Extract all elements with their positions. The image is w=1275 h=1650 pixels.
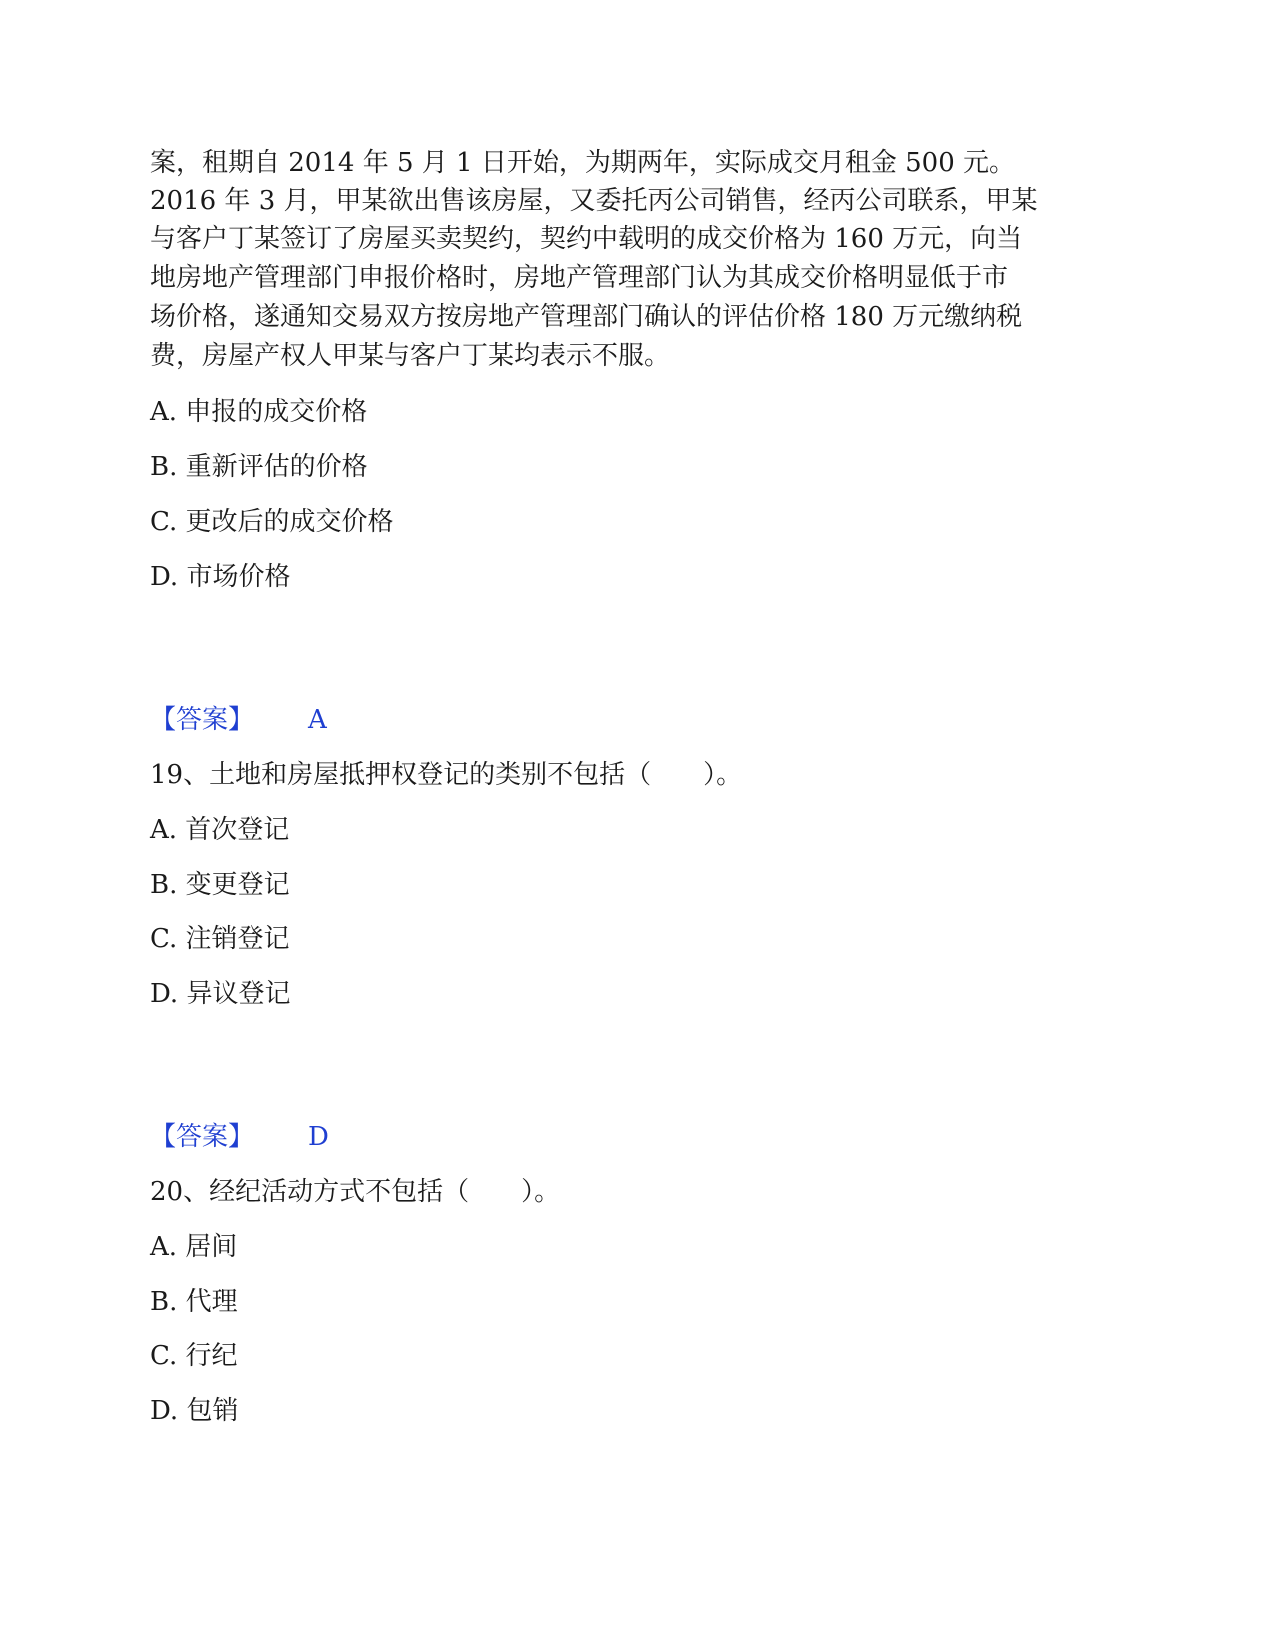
- q20-option-a: A. 居间: [150, 1232, 238, 1262]
- q20-option-b: B. 代理: [150, 1287, 238, 1317]
- q20-stem: 20、经纪活动方式不包括（ ）。: [150, 1177, 561, 1207]
- q19-option-d: D. 异议登记: [150, 979, 291, 1009]
- q18-stem-line-3: 与客户丁某签订了房屋买卖契约，契约中载明的成交价格为 160 万元，向当: [150, 224, 1023, 254]
- q18-stem-line-6: 费，房屋产权人甲某与客户丁某均表示不服。: [150, 341, 671, 371]
- q18-option-c: C. 更改后的成交价格: [150, 507, 394, 537]
- q18-option-d: D. 市场价格: [150, 562, 291, 592]
- q18-stem-line-2: 2016 年 3 月，甲某欲出售该房屋，又委托丙公司销售，经丙公司联系，甲某: [150, 186, 1038, 216]
- answer-letter: A: [308, 705, 327, 735]
- q19-answer: [150, 1120, 329, 1154]
- q19-option-a: A. 首次登记: [150, 815, 290, 845]
- q18-stem-line-1: 案，租期自 2014 年 5 月 1 日开始，为期两年，实际成交月租金 500 元。: [150, 148, 1015, 178]
- q18-answer: [150, 703, 327, 737]
- q18-option-b: B. 重新评估的价格: [150, 452, 368, 482]
- q18-stem-line-4: 地房地产管理部门申报价格时，房地产管理部门认为其成交价格明显低于市: [150, 263, 1009, 293]
- q19-option-c: C. 注销登记: [150, 924, 290, 954]
- q20-option-d: D. 包销: [150, 1396, 239, 1426]
- q18-option-a: A. 申报的成交价格: [150, 397, 368, 427]
- answer-label: 【答案】: [150, 705, 255, 735]
- q18-stem-line-5: 场价格，遂通知交易双方按房地产管理部门确认的评估价格 180 万元缴纳税: [150, 302, 1023, 332]
- answer-letter: D: [308, 1122, 329, 1152]
- q19-stem: 19、土地和房屋抵押权登记的类别不包括（ ）。: [150, 760, 743, 790]
- q19-option-b: B. 变更登记: [150, 870, 290, 900]
- q20-option-c: C. 行纪: [150, 1341, 238, 1371]
- answer-label: 【答案】: [150, 1122, 255, 1152]
